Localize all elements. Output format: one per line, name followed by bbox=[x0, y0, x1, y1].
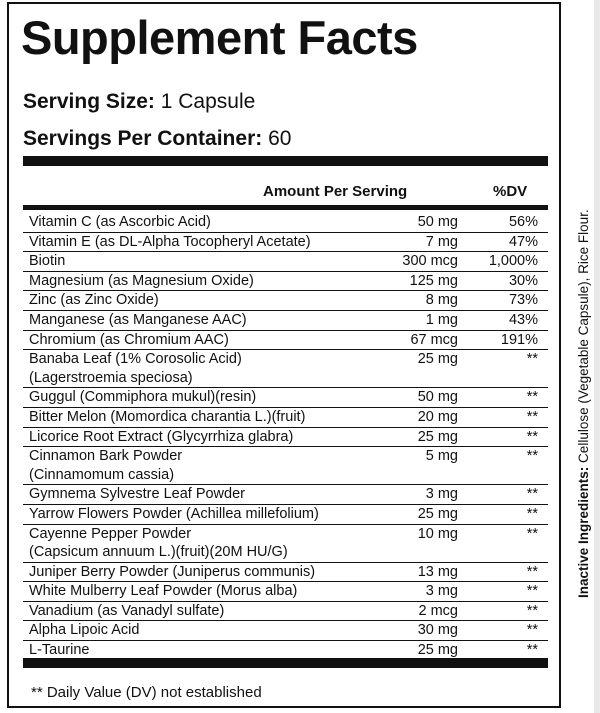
nutrient-name bbox=[23, 291, 359, 310]
nutrient-name-line: Bitter Melon (Momordica charantia L.)(fruit) bbox=[29, 408, 306, 425]
nutrient-name-line: Guggul (Commiphora mukul)(resin) bbox=[29, 389, 257, 406]
nutrient-name-line: Banaba Leaf (1% Corosolic Acid) bbox=[29, 351, 242, 368]
nutrient-amount: 8 mg bbox=[425, 292, 458, 309]
nutrient-dv: 1,000% bbox=[488, 253, 538, 270]
inactive-ingredients bbox=[575, 38, 593, 598]
table-row bbox=[23, 485, 548, 505]
nutrient-name-line: Gymnema Sylvestre Leaf Powder bbox=[29, 486, 245, 503]
table-row bbox=[23, 213, 548, 233]
nutrient-name bbox=[23, 582, 359, 601]
nutrient-name-line: Yarrow Flowers Powder (Achillea millefolium) bbox=[29, 505, 319, 522]
table-row bbox=[23, 621, 548, 641]
nutrient-name-line: Vitamin C (as Ascorbic Acid) bbox=[29, 214, 211, 230]
nutrient-amount: 50 mg bbox=[417, 389, 458, 406]
nutrient-name bbox=[23, 408, 359, 427]
panel-title: Supplement Facts bbox=[21, 11, 418, 64]
nutrient-dv: ** bbox=[526, 448, 538, 465]
table-row bbox=[23, 602, 548, 622]
nutrient-name-line: White Mulberry Leaf Powder (Morus alba) bbox=[29, 583, 298, 600]
nutrient-dv: 56% bbox=[508, 214, 538, 230]
nutrient-dv: ** bbox=[526, 486, 538, 503]
nutrient-name bbox=[23, 563, 359, 582]
nutrient-amount: 300 mcg bbox=[402, 253, 458, 270]
table-row bbox=[23, 311, 548, 331]
nutrient-name-line: Vitamin E (as DL-Alpha Tocopheryl Acetate) bbox=[29, 233, 311, 250]
servings-label: Servings Per Container: bbox=[23, 127, 263, 150]
top-thick-divider bbox=[23, 156, 548, 166]
bottom-thick-divider bbox=[23, 658, 548, 668]
nutrient-name-line: Zinc (as Zinc Oxide) bbox=[29, 292, 159, 309]
nutrient-name bbox=[23, 621, 359, 640]
header-divider bbox=[23, 205, 548, 210]
nutrient-name bbox=[23, 447, 359, 484]
nutrient-amount: 125 mg bbox=[409, 272, 458, 289]
nutrient-amount: 3 mg bbox=[425, 583, 458, 600]
nutrient-dv: ** bbox=[526, 389, 538, 406]
amount-per-serving-header: Amount Per Serving bbox=[263, 183, 408, 200]
nutrient-name bbox=[23, 641, 359, 660]
label-edge bbox=[594, 0, 600, 713]
nutrient-name-line: Magnesium (as Magnesium Oxide) bbox=[29, 272, 254, 289]
nutrient-dv: ** bbox=[526, 525, 538, 542]
nutrient-table bbox=[23, 213, 548, 660]
nutrient-amount: 1 mg bbox=[425, 311, 458, 328]
inactive-text: Cellulose (Vegetable Capsule), Rice Flour. bbox=[576, 209, 591, 463]
serving-size bbox=[23, 89, 255, 115]
nutrient-name bbox=[23, 252, 359, 271]
table-row bbox=[23, 408, 548, 428]
nutrient-name-line-2: (Cinnamomum cassia) bbox=[29, 466, 175, 483]
nutrient-dv: ** bbox=[526, 563, 538, 580]
nutrient-name bbox=[23, 525, 359, 562]
nutrient-dv: ** bbox=[526, 602, 538, 619]
table-row bbox=[23, 291, 548, 311]
nutrient-name-line: L-Taurine bbox=[29, 642, 90, 659]
nutrient-name bbox=[23, 388, 359, 407]
nutrient-dv: 43% bbox=[508, 311, 538, 328]
nutrient-name bbox=[23, 428, 359, 447]
nutrient-dv: ** bbox=[526, 428, 538, 445]
nutrient-name bbox=[23, 272, 359, 291]
nutrient-amount: 20 mg bbox=[417, 408, 458, 425]
nutrient-name-line: Manganese (as Manganese AAC) bbox=[29, 311, 247, 328]
nutrient-amount: 10 mg bbox=[417, 525, 458, 542]
nutrient-amount: 5 mg bbox=[425, 448, 458, 465]
nutrient-name-line: Biotin bbox=[29, 253, 66, 270]
nutrient-amount: 25 mg bbox=[417, 642, 458, 659]
nutrient-dv: ** bbox=[526, 408, 538, 425]
table-row bbox=[23, 388, 548, 408]
nutrient-amount: 25 mg bbox=[417, 351, 458, 368]
nutrient-name bbox=[23, 213, 359, 232]
inactive-label: Inactive Ingredients: bbox=[576, 466, 591, 598]
table-row bbox=[23, 505, 548, 525]
table-row bbox=[23, 350, 548, 388]
nutrient-name bbox=[23, 602, 359, 621]
nutrient-name bbox=[23, 311, 359, 330]
nutrient-name-line: Vanadium (as Vanadyl sulfate) bbox=[29, 602, 225, 619]
servings-value: 60 bbox=[268, 127, 292, 150]
nutrient-dv: 30% bbox=[508, 272, 538, 289]
nutrient-amount: 25 mg bbox=[417, 505, 458, 522]
nutrient-name-line: Licorice Root Extract (Glycyrrhiza glabra) bbox=[29, 428, 294, 445]
table-row bbox=[23, 447, 548, 485]
supplement-facts-panel bbox=[7, 2, 561, 708]
nutrient-name bbox=[23, 350, 359, 387]
nutrient-name bbox=[23, 505, 359, 524]
dv-header: %DV bbox=[493, 183, 528, 200]
nutrient-name-line: Alpha Lipoic Acid bbox=[29, 622, 140, 639]
table-row bbox=[23, 641, 548, 660]
nutrient-name-line-2: (Lagerstroemia speciosa) bbox=[29, 369, 193, 386]
nutrient-name-line: Cinnamon Bark Powder bbox=[29, 448, 183, 465]
nutrient-amount: 30 mg bbox=[417, 622, 458, 639]
nutrient-dv: ** bbox=[526, 505, 538, 522]
nutrient-amount: 13 mg bbox=[417, 563, 458, 580]
serving-size-value: 1 Capsule bbox=[160, 90, 256, 113]
table-row bbox=[23, 331, 548, 351]
nutrient-name bbox=[23, 331, 359, 350]
nutrient-name bbox=[23, 233, 359, 252]
nutrient-dv: ** bbox=[526, 583, 538, 600]
table-row bbox=[23, 582, 548, 602]
table-row bbox=[23, 272, 548, 292]
nutrient-dv: ** bbox=[526, 351, 538, 368]
nutrient-dv: ** bbox=[526, 642, 538, 659]
nutrient-amount: 2 mcg bbox=[418, 602, 458, 619]
nutrient-dv: 47% bbox=[508, 233, 538, 250]
nutrient-name-line-2: (Capsicum annuum L.)(fruit)(20M HU/G) bbox=[29, 544, 288, 561]
nutrient-amount: 50 mg bbox=[417, 214, 458, 230]
nutrient-name-line: Cayenne Pepper Powder bbox=[29, 525, 192, 542]
nutrient-dv: 73% bbox=[508, 292, 538, 309]
nutrient-amount: 3 mg bbox=[425, 486, 458, 503]
nutrient-dv: ** bbox=[526, 622, 538, 639]
nutrient-name bbox=[23, 485, 359, 504]
table-row bbox=[23, 525, 548, 563]
nutrient-dv: 191% bbox=[500, 331, 538, 348]
table-row bbox=[23, 233, 548, 253]
table-row bbox=[23, 563, 548, 583]
table-row bbox=[23, 252, 548, 272]
table-row bbox=[23, 428, 548, 448]
servings-per-container bbox=[23, 126, 291, 152]
footnote: ** Daily Value (DV) not established bbox=[31, 684, 262, 701]
nutrient-name-line: Juniper Berry Powder (Juniperus communis) bbox=[29, 563, 316, 580]
serving-size-label: Serving Size: bbox=[23, 90, 155, 113]
nutrient-amount: 25 mg bbox=[417, 428, 458, 445]
nutrient-amount: 7 mg bbox=[425, 233, 458, 250]
nutrient-amount: 67 mcg bbox=[410, 331, 458, 348]
nutrient-name-line: Chromium (as Chromium AAC) bbox=[29, 331, 229, 348]
